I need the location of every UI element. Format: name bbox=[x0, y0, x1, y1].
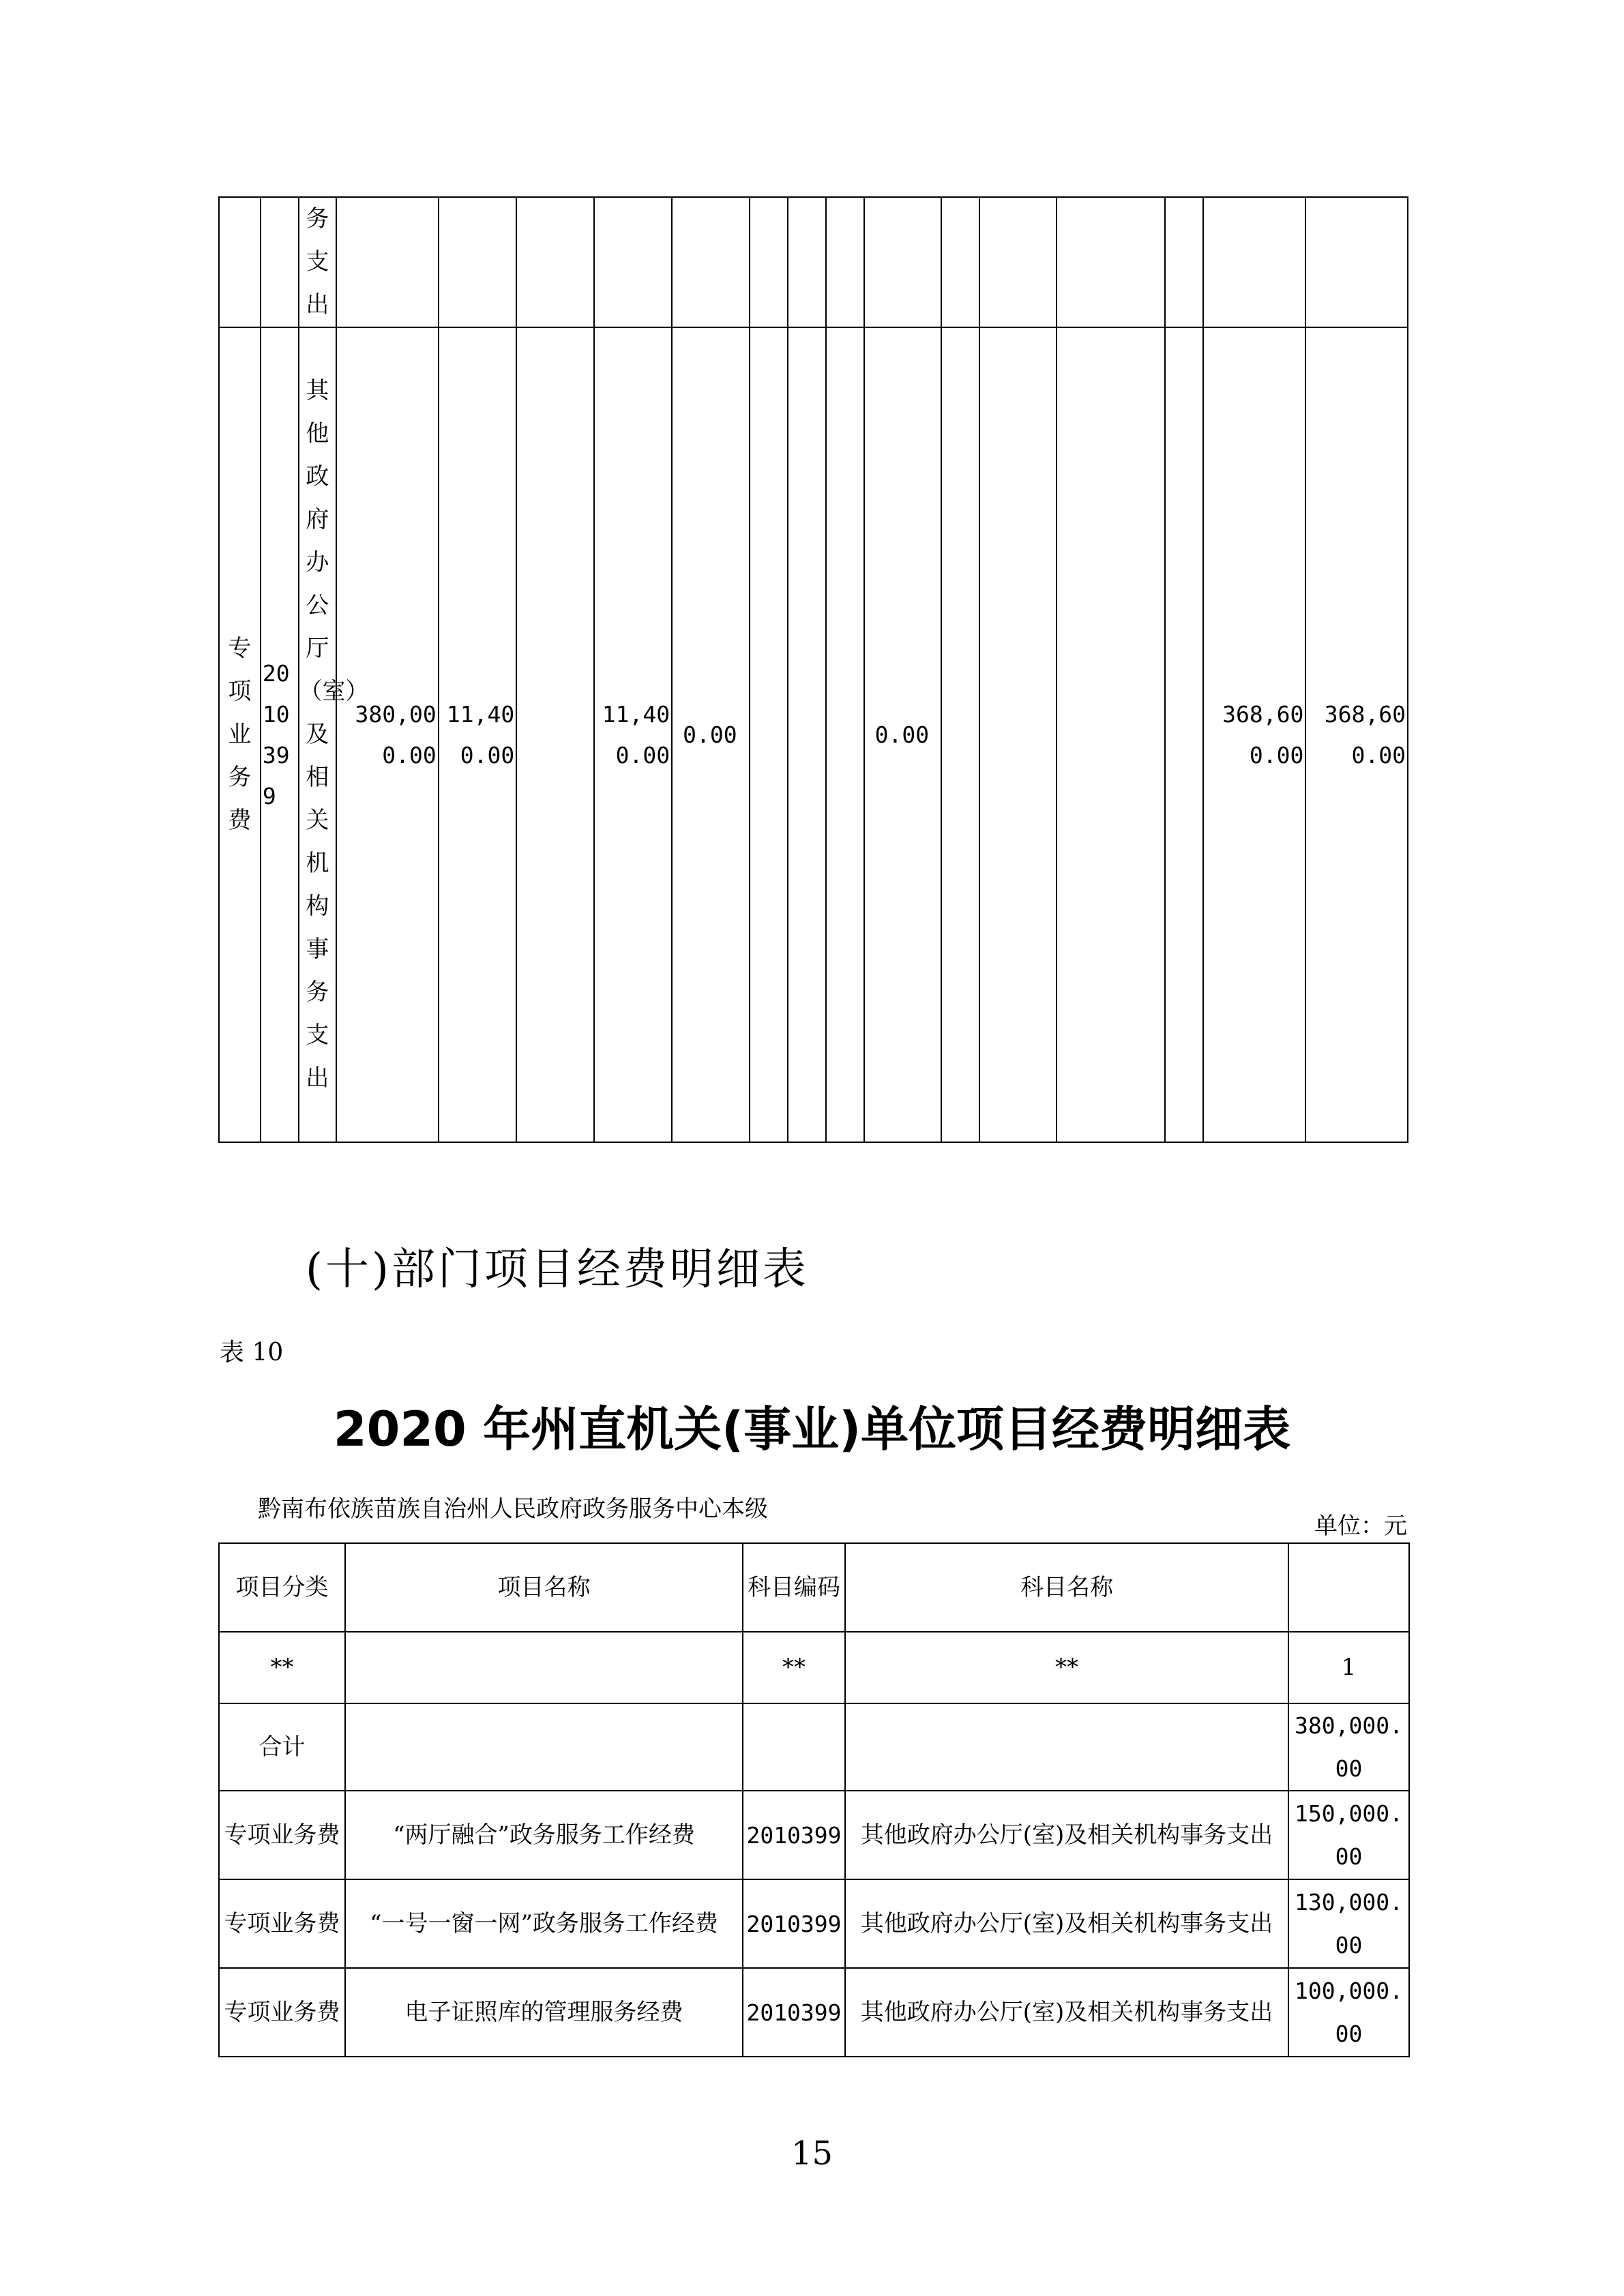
category-cell: 专项业务费 bbox=[219, 327, 261, 1142]
column-header: 科目编码 bbox=[743, 1543, 845, 1632]
subject-name-cell: 其他政府办公厅(室)及相关机构事务支出 bbox=[845, 1968, 1288, 2057]
project-name-cell: “一号一窗一网”政务服务工作经费 bbox=[345, 1879, 743, 1968]
subject-code-cell: 2010399 bbox=[743, 1968, 845, 2057]
category-cell: 专项业务费 bbox=[219, 1791, 345, 1879]
page-title: 2020 年州直机关(事业)单位项目经费明细表 bbox=[333, 1401, 1291, 1457]
unit-name: 黔南布依族苗族自治州人民政府政务服务中心本级 bbox=[258, 1495, 768, 1523]
subject-code-cell: 2010399 bbox=[261, 327, 299, 1142]
category-cell: 专项业务费 bbox=[219, 1879, 345, 1968]
column-header: 项目分类 bbox=[219, 1543, 345, 1632]
total-label: 合计 bbox=[219, 1703, 345, 1791]
subject-name-cell: 其他政府办公厅(室)及相关机构事务支出 bbox=[845, 1791, 1288, 1879]
table-row: ** ** ** 1 bbox=[219, 1632, 1409, 1703]
subject-code-cell: 2010399 bbox=[743, 1791, 845, 1879]
table-row bbox=[219, 1968, 1409, 2057]
amount-cell: 11,400.00 bbox=[594, 327, 672, 1142]
section-heading: (十)部门项目经费明细表 bbox=[306, 1244, 809, 1295]
page-number: 15 bbox=[791, 2134, 833, 2173]
amount-cell: 11,400.00 bbox=[439, 327, 516, 1142]
total-amount: 380,000.00 bbox=[1288, 1703, 1409, 1791]
column-header: 项目名称 bbox=[345, 1543, 743, 1632]
column-header bbox=[1288, 1543, 1409, 1632]
header-row bbox=[219, 1543, 1409, 1632]
amount-cell: 130,000.00 bbox=[1288, 1879, 1409, 1968]
amount-cell: 100,000.00 bbox=[1288, 1968, 1409, 2057]
project-name-cell: 电子证照库的管理服务经费 bbox=[345, 1968, 743, 2057]
table-row bbox=[219, 327, 1408, 1142]
table-row bbox=[219, 1879, 1409, 1968]
subject-name-cell: 其他政府办公厅（室）及相关机构事务支出 bbox=[299, 327, 337, 1142]
total-amount-cell: 380,000.00 bbox=[336, 327, 439, 1142]
column-header: 科目名称 bbox=[845, 1543, 1288, 1632]
subject-name-cell: 务支出 bbox=[299, 197, 337, 327]
amount-cell: 368,600.00 bbox=[1203, 327, 1306, 1142]
subject-name-cell: 其他政府办公厅(室)及相关机构事务支出 bbox=[845, 1879, 1288, 1968]
table-number: 表 10 bbox=[220, 1339, 284, 1367]
category-cell: 专项业务费 bbox=[219, 1968, 345, 2057]
budget-continuation-table bbox=[218, 196, 1408, 1143]
amount-cell: 150,000.00 bbox=[1288, 1791, 1409, 1879]
amount-cell: 368,600.00 bbox=[1305, 327, 1408, 1142]
table-row bbox=[219, 197, 1408, 327]
total-row bbox=[219, 1703, 1409, 1791]
unit-label: 单位：元 bbox=[1314, 1512, 1407, 1540]
project-name-cell: “两厅融合”政务服务工作经费 bbox=[345, 1791, 743, 1879]
subject-code-cell: 2010399 bbox=[743, 1879, 845, 1968]
project-expense-table bbox=[218, 1542, 1410, 2057]
amount-cell: 0.00 bbox=[672, 327, 749, 1142]
table-row bbox=[219, 1791, 1409, 1879]
amount-cell: 0.00 bbox=[864, 327, 941, 1142]
